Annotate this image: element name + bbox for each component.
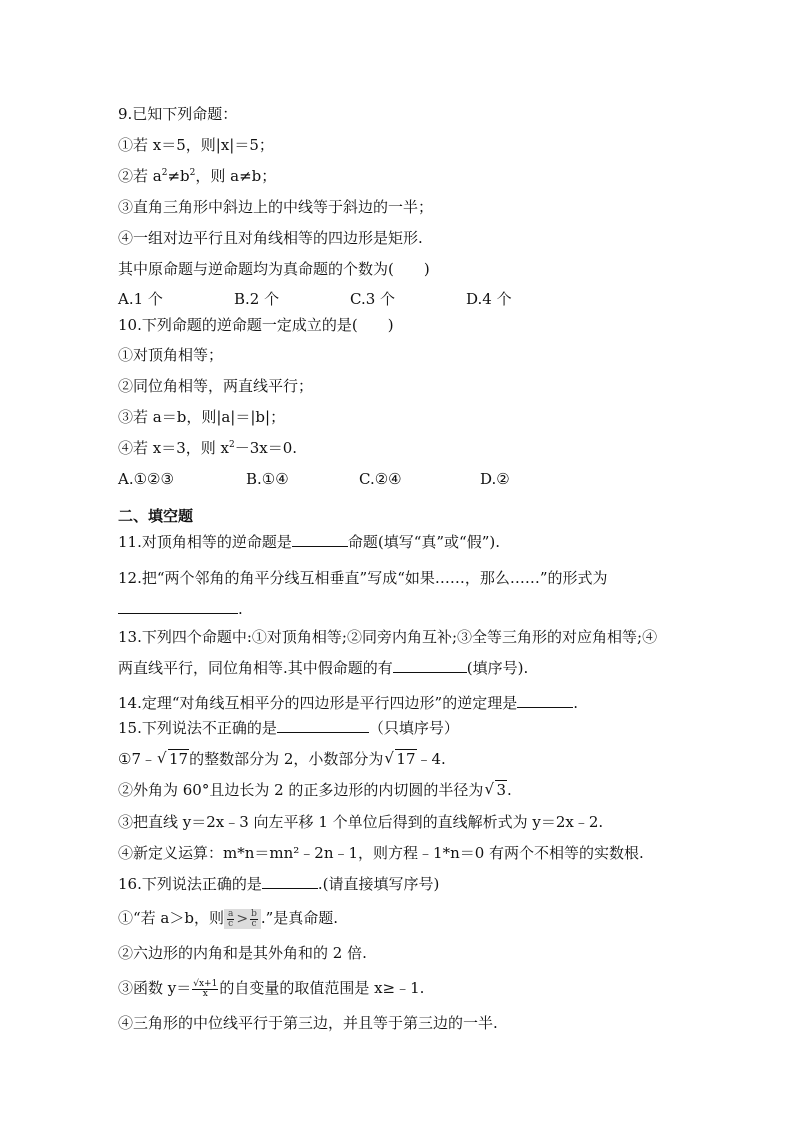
q15-statement-3: ③把直线 y＝2x﹣3 向左平移 1 个单位后得到的直线解析式为 y＝2x﹣2. xyxy=(118,813,604,831)
q9-question: 其中原命题与逆命题均为真命题的个数为( ) xyxy=(118,260,430,278)
q9-stem: 9.已知下列命题： xyxy=(118,105,238,123)
q16-stem: 16.下列说法正确的是 .(请直接填写序号) xyxy=(118,875,440,893)
q10-proposition-4: ④若 x＝3，则 $x^2-3x=0$. xyxy=(118,439,298,457)
q10-option-b: B.①④ xyxy=(246,470,289,488)
q10-option-c: C.②④ xyxy=(359,470,402,488)
q15-statement-4: ④新定义运算：m*n＝mn²﹣2n﹣1，则方程﹣1*n＝0 有两个不相等的实数根. xyxy=(118,844,644,862)
q16-statement-2: ②六边形的内角和是其外角和的 2 倍. xyxy=(118,944,367,962)
q16-statement-1: ①“若 a＞b，则 $\frac{a}{c}$ > $\frac{b}{c}$ .”是真命题. xyxy=(118,908,339,929)
q11-answer-blank[interactable] xyxy=(292,532,348,547)
q10-options xyxy=(118,469,718,489)
q15-statement-1: ①7﹣√ 17的整数部分为 2，小数部分为√ 17﹣4. xyxy=(118,749,446,769)
q13-answer-blank[interactable] xyxy=(393,658,467,673)
q16-statement-4: ④三角形的中位线平行于第三边，并且等于第三边的一半. xyxy=(118,1014,498,1032)
section-heading: 二、填空题 xyxy=(118,507,194,525)
q12-text: 12.把“两个邻角的角平分线互相垂直”写成“如果……，那么……”的形式为 xyxy=(118,569,608,587)
q12-answer-blank[interactable] xyxy=(118,599,238,614)
q12-answer-line: . xyxy=(118,599,243,619)
q16-statement-3: ③函数 y＝ $\frac{√x+1}{x}$ 的自变量的取值范围是 x≥﹣1. xyxy=(118,978,425,999)
q9-options xyxy=(118,289,718,309)
q13-text-line-2: 两直线平行，同位角相等.其中假命题的有 (填序号). xyxy=(118,659,529,677)
q10-proposition-3: ③若 a＝b，则|a|＝|b|； xyxy=(118,408,286,426)
q9-proposition-2: ②若 $a^2\ne b^2$，则 a≠b； xyxy=(118,167,277,185)
q10-option-a: A.①②③ xyxy=(118,470,174,488)
q15-statement-2: ②外角为 60°且边长为 2 的正多边形的内切圆的半径为√ 3. xyxy=(118,780,512,800)
q10-proposition-1: ①对顶角相等； xyxy=(118,346,224,364)
q16-answer-blank[interactable] xyxy=(262,874,318,889)
q9-proposition-4: ④一组对边平行且对角线相等的四边形是矩形. xyxy=(118,229,423,247)
q13-text-line-1: 13.下列四个命题中:①对顶角相等;②同旁内角互补;③全等三角形的对应角相等;④ xyxy=(118,628,658,646)
q11-text: 11.对顶角相等的逆命题是 命题(填写“真”或“假”). xyxy=(118,533,501,551)
q15-stem: 15.下列说法不正确的是 （只填序号） xyxy=(118,719,459,737)
q9-proposition-3: ③直角三角形中斜边上的中线等于斜边的一半； xyxy=(118,198,434,216)
q9-option-d: D.4 个 xyxy=(466,290,512,308)
q14-text: 14.定理“对角线互相平分的四边形是平行四边形”的逆定理是 . xyxy=(118,694,578,712)
q10-option-d: D.② xyxy=(480,470,510,488)
q9-option-c: C.3 个 xyxy=(350,290,396,308)
q9-option-b: B.2 个 xyxy=(234,290,280,308)
fraction-inequality-image: $\frac{a}{c}$ > $\frac{b}{c}$ xyxy=(224,909,261,929)
q10-proposition-2: ②同位角相等，两直线平行； xyxy=(118,377,314,395)
q15-answer-blank[interactable] xyxy=(277,718,369,733)
q10-stem: 10.下列命题的逆命题一定成立的是( ) xyxy=(118,316,394,334)
q9-option-a: A.1 个 xyxy=(118,290,163,308)
q14-answer-blank[interactable] xyxy=(517,693,573,708)
q9-proposition-1: ①若 x＝5，则|x|＝5； xyxy=(118,136,274,154)
function-fraction: $\frac{√x+1}{x}$ xyxy=(193,978,218,999)
